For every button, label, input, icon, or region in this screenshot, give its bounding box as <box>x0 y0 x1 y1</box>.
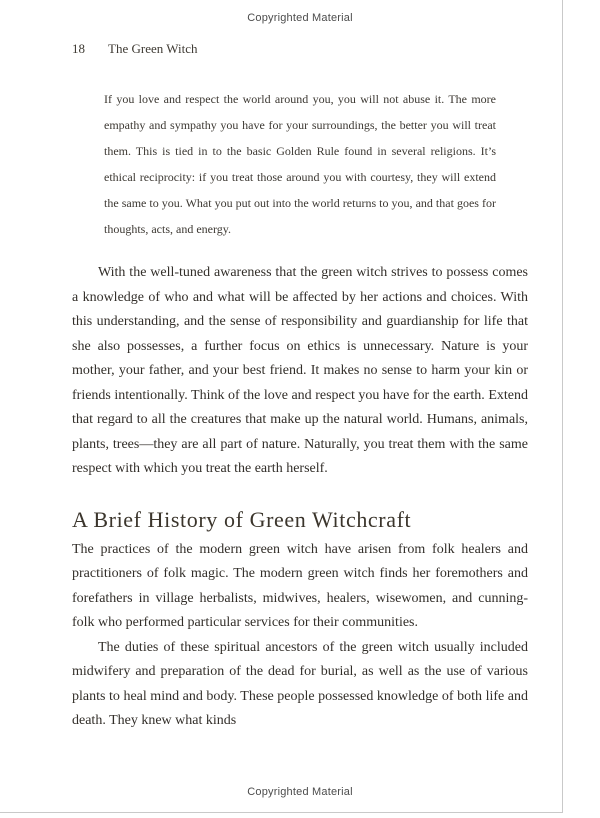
copyright-watermark-top: Copyrighted Material <box>247 12 353 24</box>
section-heading: A Brief History of Green Witchcraft <box>72 506 412 532</box>
body-paragraph: The practices of the modern green witch have arisen from folk healers and practitioners of folk magic. The modern green witch finds her foremothers and forefathers in village herbalists, midwives, healers, wisewomen, and cunning-folk who performed particular services for their communities. <box>72 541 528 630</box>
body-paragraph: The duties of these spiritual ancestors of the green witch usually included midwifery and preparation of the dead for burial, as well as the use of various plants to heal mind and body. These people possessed knowledge of both life and death. They knew what kinds <box>72 639 528 728</box>
running-header <box>72 41 600 57</box>
epigraph-blockquote: If you love and respect the world around you, you will not abuse it. The more empathy and sympathy you have for your surroundings, the better you will treat them. This is tied in to the basic Golden Rule found in several religions. It’s ethical reciprocity: if you treat those around you with courtesy, they will extend the same to you. What you put out into the world returns to you, and that goes for thoughts, acts, and energy. <box>104 92 496 236</box>
copyright-watermark-bottom: Copyrighted Material <box>247 786 353 798</box>
body-paragraph: With the well-tuned awareness that the green witch strives to possess comes a knowledge of who and what will be affected by her actions and choices. With this understanding, and the sense of responsibility and guardianship for life that she also possesses, a further focus on ethics is unnecessary. Nature is your mother, your father, and your best friend. It makes no sense to harm your kin or friends intentionally. Think of the love and respect you have for the earth. Extend that regard to all the creatures that make up the natural world. Humans, animals, plants, trees—they are all part of nature. Naturally, you treat them with the same respect with which you treat the earth herself. <box>72 265 528 476</box>
book-title: The Green Witch <box>108 41 198 56</box>
page-number: 18 <box>72 41 85 56</box>
